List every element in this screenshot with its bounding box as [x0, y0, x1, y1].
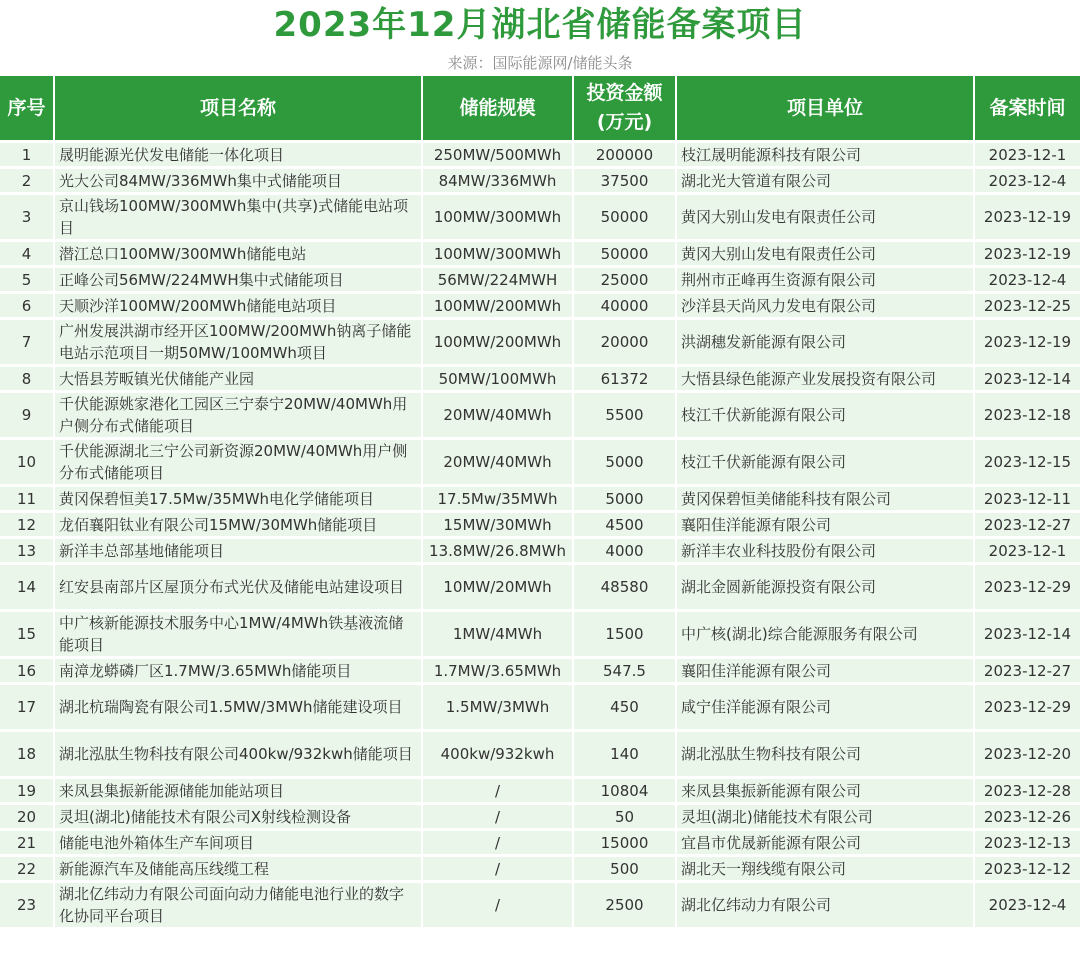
- cell-unit: 黄冈保碧恒美储能科技有限公司: [676, 486, 974, 512]
- table-row: [0, 564, 1080, 611]
- cell-index: 19: [0, 778, 54, 804]
- cell-unit: 荆州市正峰再生资源有限公司: [676, 267, 974, 293]
- cell-index: 11: [0, 486, 54, 512]
- cell-unit: 枝江千伏新能源有限公司: [676, 392, 974, 439]
- cell-unit: 大悟县绿色能源产业发展投资有限公司: [676, 366, 974, 392]
- cell-amount: 25000: [573, 267, 676, 293]
- cell-name: 灵坦(湖北)储能技术有限公司X射线检测设备: [54, 804, 422, 830]
- table-row: [0, 293, 1080, 319]
- cell-amount: 61372: [573, 366, 676, 392]
- cell-scale: 10MW/20MWh: [422, 564, 573, 611]
- cell-index: 4: [0, 241, 54, 267]
- cell-date: 2023-12-25: [974, 293, 1080, 319]
- table-row: [0, 168, 1080, 194]
- cell-date: 2023-12-1: [974, 142, 1080, 168]
- table-row: [0, 241, 1080, 267]
- cell-scale: 15MW/30MWh: [422, 512, 573, 538]
- cell-amount: 140: [573, 731, 676, 778]
- cell-amount: 2500: [573, 882, 676, 928]
- cell-index: 5: [0, 267, 54, 293]
- cell-scale: 100MW/300MWh: [422, 194, 573, 241]
- cell-unit: 黄冈大别山发电有限责任公司: [676, 194, 974, 241]
- cell-scale: 1.7MW/3.65MWh: [422, 658, 573, 684]
- header-index: 序号: [0, 76, 54, 142]
- cell-amount: 4500: [573, 512, 676, 538]
- cell-date: 2023-12-18: [974, 392, 1080, 439]
- cell-unit: 咸宁佳洋能源有限公司: [676, 684, 974, 731]
- cell-name: 南漳龙蟒磷厂区1.7MW/3.65MWh储能项目: [54, 658, 422, 684]
- cell-name: 新洋丰总部基地储能项目: [54, 538, 422, 564]
- cell-scale: 100MW/200MWh: [422, 293, 573, 319]
- cell-name: 龙佰襄阳钛业有限公司15MW/30MWh储能项目: [54, 512, 422, 538]
- cell-date: 2023-12-19: [974, 194, 1080, 241]
- cell-index: 7: [0, 319, 54, 366]
- cell-index: 2: [0, 168, 54, 194]
- cell-unit: 湖北泓肽生物科技有限公司: [676, 731, 974, 778]
- cell-unit: 湖北亿纬动力有限公司: [676, 882, 974, 928]
- header-investment: 投资金额(万元): [573, 76, 676, 142]
- cell-unit: 黄冈大别山发电有限责任公司: [676, 241, 974, 267]
- cell-name: 湖北亿纬动力有限公司面向动力储能电池行业的数字化协同平台项目: [54, 882, 422, 928]
- table-row: [0, 194, 1080, 241]
- cell-scale: 1MW/4MWh: [422, 611, 573, 658]
- cell-name: 黄冈保碧恒美17.5Mw/35MWh电化学储能项目: [54, 486, 422, 512]
- cell-index: 15: [0, 611, 54, 658]
- cell-scale: /: [422, 804, 573, 830]
- cell-index: 6: [0, 293, 54, 319]
- cell-unit: 来凤县集振新能源有限公司: [676, 778, 974, 804]
- cell-scale: 100MW/300MWh: [422, 241, 573, 267]
- cell-date: 2023-12-11: [974, 486, 1080, 512]
- cell-name: 新能源汽车及储能高压线缆工程: [54, 856, 422, 882]
- cell-name: 大悟县芳畈镇光伏储能产业园: [54, 366, 422, 392]
- cell-amount: 37500: [573, 168, 676, 194]
- cell-scale: 250MW/500MWh: [422, 142, 573, 168]
- cell-name: 储能电池外箱体生产车间项目: [54, 830, 422, 856]
- page-title: 2023年12月湖北省储能备案项目: [273, 5, 807, 45]
- cell-unit: 湖北天一翔线缆有限公司: [676, 856, 974, 882]
- cell-amount: 50000: [573, 241, 676, 267]
- cell-name: 京山钱场100MW/300MWh集中(共享)式储能电站项目: [54, 194, 422, 241]
- cell-index: 8: [0, 366, 54, 392]
- table-row: [0, 319, 1080, 366]
- cell-date: 2023-12-29: [974, 684, 1080, 731]
- cell-index: 20: [0, 804, 54, 830]
- cell-unit: 中广核(湖北)综合能源服务有限公司: [676, 611, 974, 658]
- cell-index: 12: [0, 512, 54, 538]
- cell-scale: 400kw/932kwh: [422, 731, 573, 778]
- table-row: [0, 684, 1080, 731]
- table-row: [0, 267, 1080, 293]
- cell-name: 红安县南部片区屋顶分布式光伏及储能电站建设项目: [54, 564, 422, 611]
- cell-index: 17: [0, 684, 54, 731]
- cell-name: 潜江总口100MW/300MWh储能电站: [54, 241, 422, 267]
- cell-scale: /: [422, 830, 573, 856]
- cell-scale: 100MW/200MWh: [422, 319, 573, 366]
- cell-scale: 13.8MW/26.8MWh: [422, 538, 573, 564]
- cell-name: 千伏能源姚家港化工园区三宁泰宁20MW/40MWh用户侧分布式储能项目: [54, 392, 422, 439]
- cell-amount: 50000: [573, 194, 676, 241]
- cell-amount: 500: [573, 856, 676, 882]
- cell-amount: 450: [573, 684, 676, 731]
- table-row: [0, 658, 1080, 684]
- cell-date: 2023-12-27: [974, 658, 1080, 684]
- cell-amount: 200000: [573, 142, 676, 168]
- cell-index: 22: [0, 856, 54, 882]
- cell-name: 正峰公司56MW/224MWH集中式储能项目: [54, 267, 422, 293]
- cell-index: 16: [0, 658, 54, 684]
- cell-scale: /: [422, 882, 573, 928]
- cell-date: 2023-12-14: [974, 611, 1080, 658]
- cell-amount: 15000: [573, 830, 676, 856]
- source-note: 来源：国际能源网/储能头条: [447, 54, 633, 72]
- cell-date: 2023-12-19: [974, 319, 1080, 366]
- cell-name: 湖北杭瑞陶瓷有限公司1.5MW/3MWh储能建设项目: [54, 684, 422, 731]
- cell-unit: 洪湖穗发新能源有限公司: [676, 319, 974, 366]
- table-row: [0, 778, 1080, 804]
- header-scale: 储能规模: [422, 76, 573, 142]
- cell-unit: 宜昌市优晟新能源有限公司: [676, 830, 974, 856]
- cell-scale: 50MW/100MWh: [422, 366, 573, 392]
- table-row: [0, 830, 1080, 856]
- cell-date: 2023-12-19: [974, 241, 1080, 267]
- cell-date: 2023-12-12: [974, 856, 1080, 882]
- cell-amount: 10804: [573, 778, 676, 804]
- cell-date: 2023-12-14: [974, 366, 1080, 392]
- table-row: [0, 611, 1080, 658]
- cell-unit: 湖北金圆新能源投资有限公司: [676, 564, 974, 611]
- table-header-row: [0, 76, 1080, 142]
- cell-date: 2023-12-26: [974, 804, 1080, 830]
- cell-amount: 5000: [573, 439, 676, 486]
- cell-date: 2023-12-4: [974, 267, 1080, 293]
- cell-date: 2023-12-4: [974, 168, 1080, 194]
- cell-scale: 20MW/40MWh: [422, 392, 573, 439]
- projects-table: [0, 76, 1080, 927]
- cell-unit: 新洋丰农业科技股份有限公司: [676, 538, 974, 564]
- cell-date: 2023-12-29: [974, 564, 1080, 611]
- cell-amount: 48580: [573, 564, 676, 611]
- cell-unit: 枝江晟明能源科技有限公司: [676, 142, 974, 168]
- table-row: [0, 392, 1080, 439]
- cell-scale: 56MW/224MWH: [422, 267, 573, 293]
- cell-scale: /: [422, 856, 573, 882]
- cell-amount: 4000: [573, 538, 676, 564]
- table-row: [0, 142, 1080, 168]
- cell-name: 广州发展洪湖市经开区100MW/200MWh钠离子储能电站示范项目一期50MW/100MWh项目: [54, 319, 422, 366]
- table-row: [0, 731, 1080, 778]
- cell-index: 9: [0, 392, 54, 439]
- cell-name: 天顺沙洋100MW/200MWh储能电站项目: [54, 293, 422, 319]
- table-row: [0, 439, 1080, 486]
- cell-name: 来凤县集振新能源储能加能站项目: [54, 778, 422, 804]
- cell-scale: 1.5MW/3MWh: [422, 684, 573, 731]
- cell-unit: 襄阳佳洋能源有限公司: [676, 658, 974, 684]
- table-row: [0, 538, 1080, 564]
- cell-scale: 20MW/40MWh: [422, 439, 573, 486]
- table-row: [0, 856, 1080, 882]
- cell-name: 湖北泓肽生物科技有限公司400kw/932kwh储能项目: [54, 731, 422, 778]
- table-row: [0, 804, 1080, 830]
- table-row: [0, 512, 1080, 538]
- cell-amount: 50: [573, 804, 676, 830]
- cell-scale: 17.5Mw/35MWh: [422, 486, 573, 512]
- cell-unit: 枝江千伏新能源有限公司: [676, 439, 974, 486]
- cell-unit: 沙洋县天尚风力发电有限公司: [676, 293, 974, 319]
- table-row: [0, 486, 1080, 512]
- cell-index: 1: [0, 142, 54, 168]
- header-unit: 项目单位: [676, 76, 974, 142]
- cell-index: 3: [0, 194, 54, 241]
- cell-amount: 1500: [573, 611, 676, 658]
- cell-date: 2023-12-20: [974, 731, 1080, 778]
- cell-unit: 湖北光大管道有限公司: [676, 168, 974, 194]
- cell-index: 10: [0, 439, 54, 486]
- cell-amount: 5500: [573, 392, 676, 439]
- header-name: 项目名称: [54, 76, 422, 142]
- cell-amount: 547.5: [573, 658, 676, 684]
- table-row: [0, 366, 1080, 392]
- cell-unit: 灵坦(湖北)储能技术有限公司: [676, 804, 974, 830]
- cell-date: 2023-12-13: [974, 830, 1080, 856]
- cell-index: 13: [0, 538, 54, 564]
- cell-date: 2023-12-15: [974, 439, 1080, 486]
- cell-name: 光大公司84MW/336MWh集中式储能项目: [54, 168, 422, 194]
- cell-name: 千伏能源湖北三宁公司新资源20MW/40MWh用户侧分布式储能项目: [54, 439, 422, 486]
- cell-date: 2023-12-4: [974, 882, 1080, 928]
- cell-amount: 40000: [573, 293, 676, 319]
- cell-date: 2023-12-27: [974, 512, 1080, 538]
- cell-amount: 20000: [573, 319, 676, 366]
- cell-date: 2023-12-28: [974, 778, 1080, 804]
- cell-date: 2023-12-1: [974, 538, 1080, 564]
- cell-amount: 5000: [573, 486, 676, 512]
- cell-index: 18: [0, 731, 54, 778]
- cell-unit: 襄阳佳洋能源有限公司: [676, 512, 974, 538]
- header-date: 备案时间: [974, 76, 1080, 142]
- cell-name: 晟明能源光伏发电储能一体化项目: [54, 142, 422, 168]
- cell-index: 14: [0, 564, 54, 611]
- table-row: [0, 882, 1080, 928]
- cell-index: 23: [0, 882, 54, 928]
- cell-name: 中广核新能源技术服务中心1MW/4MWh铁基液流储能项目: [54, 611, 422, 658]
- cell-scale: 84MW/336MWh: [422, 168, 573, 194]
- cell-index: 21: [0, 830, 54, 856]
- cell-scale: /: [422, 778, 573, 804]
